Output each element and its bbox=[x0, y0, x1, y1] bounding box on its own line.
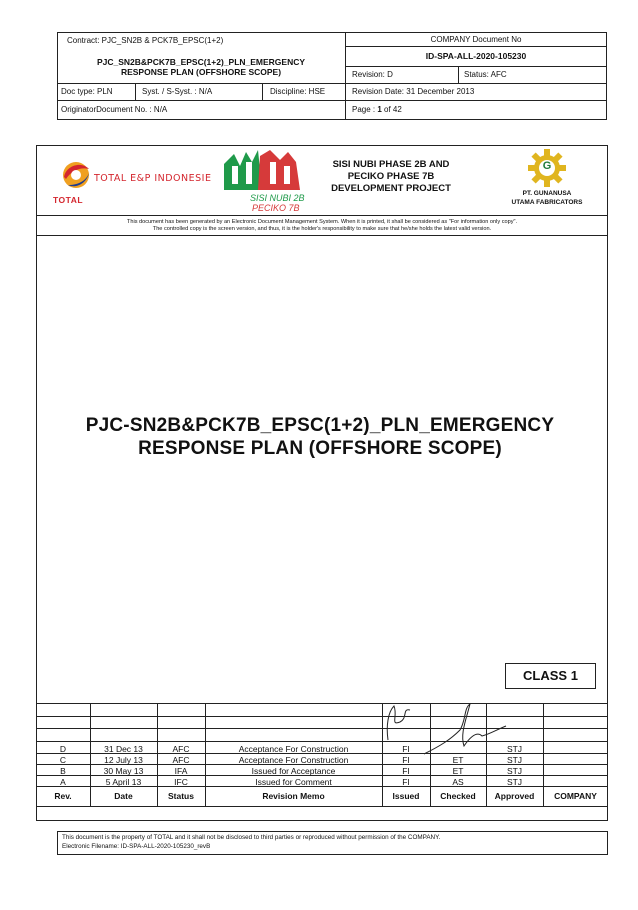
page-frame bbox=[36, 145, 608, 821]
company-doc-number: ID-SPA-ALL-2020-105230 bbox=[425, 51, 527, 61]
discipline-label: Discipline: HSE bbox=[270, 87, 326, 96]
revision-cell-approved: STJ bbox=[506, 766, 523, 776]
revision-cell-status: IFC bbox=[174, 777, 188, 787]
total-company-name: TOTAL E&P INDONESIE bbox=[94, 173, 212, 184]
revision-cell-rev: B bbox=[60, 766, 66, 776]
sisi-nubi-text: SISI NUBI 2B bbox=[250, 193, 305, 203]
contract-label: Contract: PJC_SN2B & PCK7B_EPSC(1+2) bbox=[67, 36, 224, 45]
revision-cell-rev: D bbox=[59, 744, 67, 754]
header-company: COMPANY bbox=[554, 791, 597, 801]
revision-cell-date: 31 Dec 13 bbox=[104, 744, 143, 754]
revision-cell-issued: FI bbox=[402, 755, 410, 765]
revision-date: Revision Date: 31 December 2013 bbox=[352, 87, 475, 96]
peciko-text: PECIKO 7B bbox=[252, 203, 300, 213]
project-title-line2: PECIKO PHASE 7B bbox=[347, 171, 435, 182]
total-wordmark: TOTAL bbox=[53, 195, 84, 205]
revision-cell-memo: Issued for Comment bbox=[255, 777, 332, 787]
originator-doc-no: OriginatorDocument No. : N/A bbox=[61, 105, 168, 114]
syst-label: Syst. / S-Syst. : N/A bbox=[142, 87, 213, 96]
revision-cell-status: AFC bbox=[172, 744, 190, 754]
status-label: Status: AFC bbox=[464, 70, 507, 79]
revision-cell-issued: FI bbox=[402, 766, 410, 776]
doc-title-line2: RESPONSE PLAN (OFFSHORE SCOPE) bbox=[120, 67, 282, 77]
total-logo bbox=[56, 155, 96, 195]
footer-property-notice: This document is the property of TOTAL and it shall not be disclosed to third parties or reproduced without permission of the COMPANY. bbox=[62, 834, 441, 841]
project-title-line1: SISI NUBI PHASE 2B AND bbox=[332, 159, 450, 170]
company-doc-label: COMPANY Document No bbox=[430, 35, 522, 44]
revision-cell-date: 5 April 13 bbox=[105, 777, 142, 787]
main-title-line2: RESPONSE PLAN (OFFSHORE SCOPE) bbox=[138, 438, 502, 459]
header-issued: Issued bbox=[392, 791, 420, 801]
revision-cell-approved: STJ bbox=[506, 744, 523, 754]
revision-cell-rev: A bbox=[60, 777, 66, 787]
notice-line2: The controlled copy is the screen version, and thus, it is the holder's responsibility to make sure that he/she holds the latest valid version. bbox=[152, 226, 492, 232]
class-label: CLASS 1 bbox=[523, 668, 578, 683]
gunanusa-name-line2: UTAMA FABRICATORS bbox=[511, 199, 583, 206]
revision-cell-memo: Acceptance For Construction bbox=[238, 755, 349, 765]
total-logo-icon bbox=[56, 155, 96, 195]
gunanusa-logo bbox=[525, 148, 569, 188]
revision-cell-status: IFA bbox=[174, 766, 188, 776]
header-revision-memo: Revision Memo bbox=[262, 791, 325, 801]
revision-cell-approved: STJ bbox=[506, 755, 523, 765]
gunanusa-name-line1: PT. GUNANUSA bbox=[522, 190, 572, 197]
revision-cell-checked: AS bbox=[452, 777, 464, 787]
header-checked: Checked bbox=[440, 791, 476, 801]
notice-line1: This document has been generated by an Electronic Document Management System. When it is printed, it shall be considered as "For information only copy". bbox=[126, 219, 518, 225]
footer-filename: Electronic Filename: ID-SPA-ALL-2020-105230_revB bbox=[62, 843, 211, 850]
header-status: Status bbox=[168, 791, 194, 801]
doc-type: Doc type: PLN bbox=[61, 87, 113, 96]
header-rev: Rev. bbox=[54, 791, 72, 801]
header-date: Date bbox=[114, 791, 133, 801]
header-approved: Approved bbox=[494, 791, 535, 801]
revision-cell-approved: STJ bbox=[506, 777, 523, 787]
revision-label: Revision: D bbox=[352, 70, 393, 79]
main-title-line1: PJC-SN2B&PCK7B_EPSC(1+2)_PLN_EMERGENCY bbox=[85, 415, 555, 436]
revision-cell-date: 12 July 13 bbox=[104, 755, 143, 765]
revision-cell-issued: FI bbox=[402, 777, 410, 787]
doc-title-line1: PJC_SN2B&PCK7B_EPSC(1+2)_PLN_EMERGENCY bbox=[96, 57, 306, 67]
revision-cell-status: AFC bbox=[172, 755, 190, 765]
revision-cell-memo: Issued for Acceptance bbox=[251, 766, 336, 776]
revision-cell-checked: ET bbox=[452, 755, 464, 765]
page-number: Page : 1 of 42 bbox=[352, 105, 402, 114]
project-title-line3: DEVELOPMENT PROJECT bbox=[331, 183, 451, 194]
revision-cell-date: 30 May 13 bbox=[103, 766, 144, 776]
gunanusa-letter: G bbox=[542, 160, 552, 172]
revision-cell-rev: C bbox=[59, 755, 67, 765]
revision-cell-issued: FI bbox=[402, 744, 410, 754]
revision-cell-checked: ET bbox=[452, 766, 464, 776]
signature-issued bbox=[380, 700, 420, 746]
revision-cell-memo: Acceptance For Construction bbox=[238, 744, 349, 754]
